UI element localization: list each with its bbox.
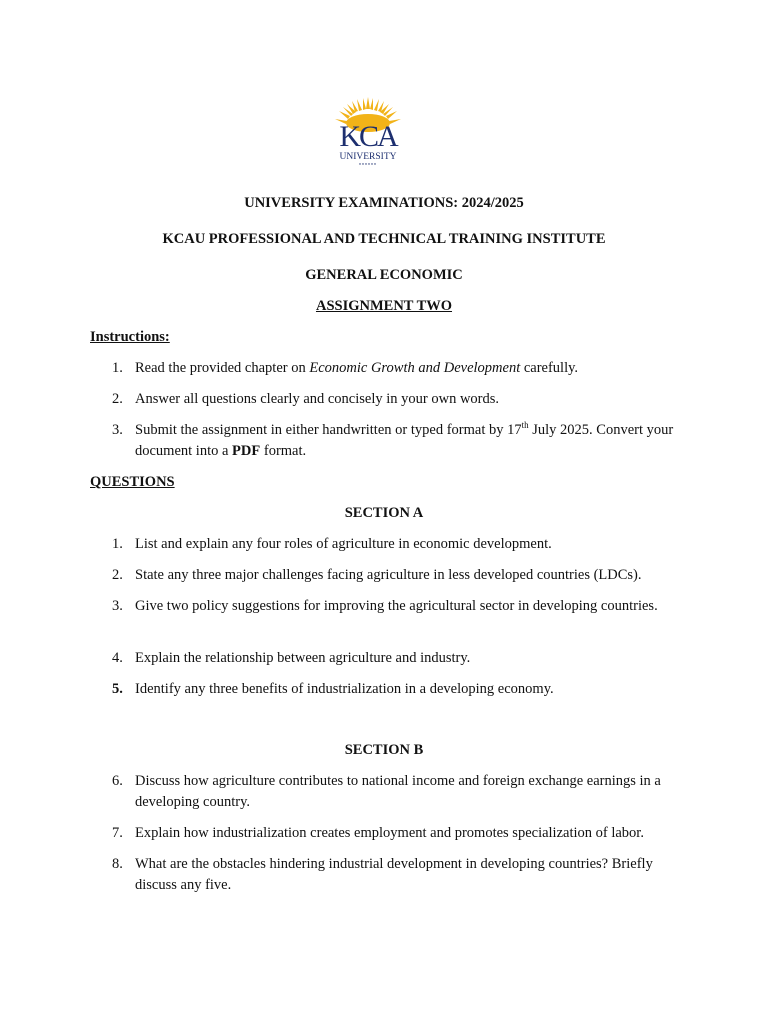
text-part: carefully. [520,360,579,376]
item-text: Give two policy suggestions for improving the agricultural sector in developing countries. [135,598,658,614]
question-item [112,648,682,669]
bold-format: PDF [232,443,261,459]
item-number: 3. [112,422,123,438]
logo-sub-text: UNIVERSITY [339,152,397,162]
question-item [112,823,682,844]
question-item [112,534,682,555]
item-text: Identify any three benefits of industrialization in a developing economy. [135,681,554,697]
assignment-title-text: ASSIGNMENT TWO [315,298,453,314]
item-number: 5. [112,681,123,697]
item-number: 4. [112,650,123,666]
item-text [135,358,682,379]
italic-chapter-title: Economic Growth and Development [309,360,521,376]
item-number: 1. [112,360,123,376]
exam-title: UNIVERSITY EXAMINATIONS: 2024/2025 [244,195,524,211]
logo-brand-text: KCA [339,120,397,153]
instruction-item [112,420,682,462]
question-item [112,565,682,586]
instruction-item [112,389,682,410]
item-number: 2. [112,391,123,407]
text-part: July 2025. Convert your document into a [135,422,674,459]
item-text: Explain the relationship between agriculture and industry. [135,650,471,666]
item-number: 7. [112,825,123,841]
assignment-title [0,298,768,315]
item-text: Answer all questions clearly and concisely in your own words. [135,391,500,407]
item-text: Discuss how agriculture contributes to national income and foreign exchange earnings in a developing country. [135,773,661,810]
course-name: GENERAL ECONOMIC [305,267,463,283]
instruction-item [112,358,682,379]
item-text: List and explain any four roles of agriculture in economic development. [135,536,552,552]
kca-university-logo [327,93,409,167]
item-text: What are the obstacles hindering industrial development in developing countries? Briefly discuss any five. [135,856,653,893]
questions-heading: QUESTIONS [90,474,175,490]
institute-name: KCAU PROFESSIONAL AND TECHNICAL TRAINING INSTITUTE [162,231,606,247]
text-part: Read the provided chapter on [135,360,310,376]
question-item [112,771,682,813]
item-number: 3. [112,598,123,614]
item-number: 1. [112,536,123,552]
section-a-title: SECTION A [344,505,424,521]
item-number: 8. [112,856,123,872]
item-text [135,420,682,462]
text-part: format. [260,443,307,459]
instructions-heading: Instructions: [90,329,170,345]
text-part: Submit the assignment in either handwritten or typed format by 17 [135,422,522,438]
section-b-title: SECTION B [344,742,424,758]
question-item [112,854,682,896]
question-item [112,679,682,700]
item-number: 6. [112,773,123,789]
ordinal-suffix: th [521,420,529,431]
item-text: State any three major challenges facing agriculture in less developed countries (LDCs). [135,567,642,583]
item-text: Explain how industrialization creates employment and promotes specialization of labor. [135,825,644,841]
item-number: 2. [112,567,123,583]
question-item [112,596,682,617]
